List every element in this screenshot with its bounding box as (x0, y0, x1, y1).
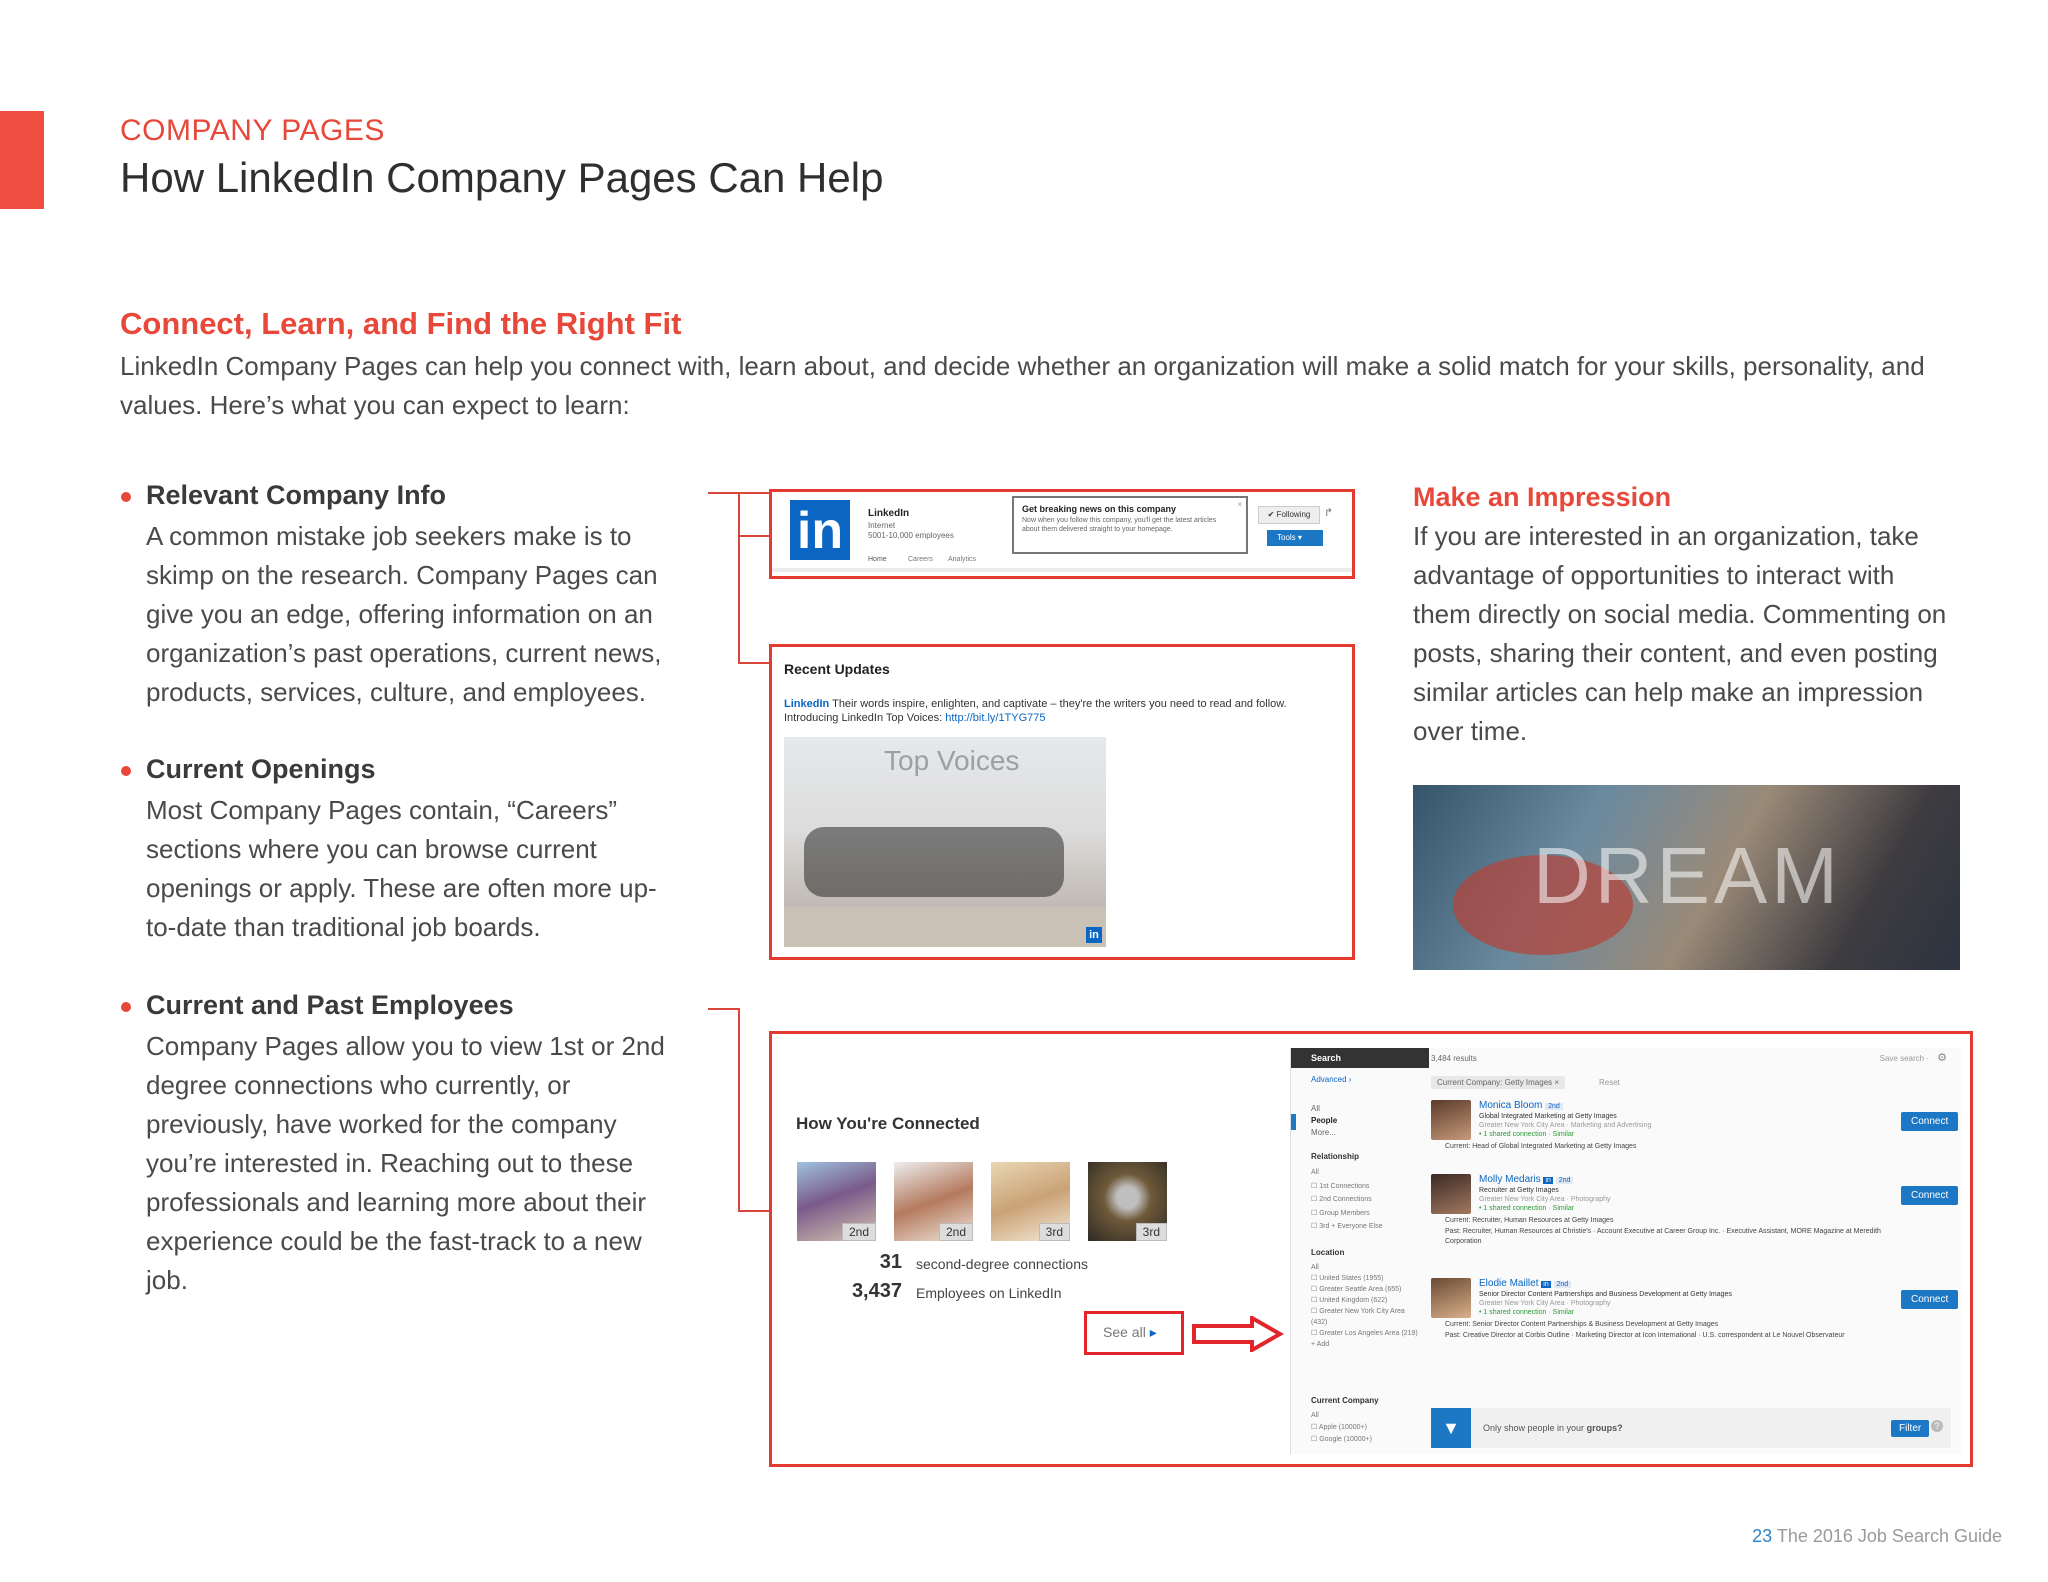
company-name: LinkedIn (868, 508, 910, 519)
person-location: Greater New York City Area · Marketing and Advertising (1479, 1122, 1652, 1129)
type-more[interactable]: More... (1311, 1128, 1336, 1137)
bullet-text-current-openings: Most Company Pages contain, “Careers” sections where you can browse current openings or apply. These are often more up-to-date than traditional job boards. (146, 795, 657, 942)
person-current: Current: Senior Director Content Partnerships & Business Development at Getty Images (1445, 1321, 1719, 1328)
company-industry: Internet (868, 521, 896, 530)
dream-word: DREAM (1533, 831, 1842, 920)
person-name[interactable]: Molly Medaris in 2nd (1479, 1174, 1573, 1185)
person-past: Past: Recruiter, Human Resources at Christie's · Account Executive at Career Group Inc. · Executive Assistant, MORE Magazine at Meredith Corporation (1445, 1228, 1881, 1245)
tab-home[interactable]: Home (868, 556, 887, 563)
bullet-title-employees: Current and Past Employees (146, 990, 514, 1020)
popup-text: Now when you follow this company, you'll get the latest articles about them delivered straight to your homepage. (1022, 517, 1217, 533)
reset-link[interactable]: Reset (1599, 1078, 1620, 1087)
bullet-icon (121, 492, 131, 502)
groups-text: Only show people in your groups? (1483, 1423, 1623, 1433)
connect-button[interactable]: Connect (1901, 1290, 1958, 1309)
gear-icon[interactable]: ⚙ (1937, 1052, 1947, 1064)
person-shared[interactable]: • 1 shared connection · Similar (1479, 1309, 1575, 1316)
avatar[interactable] (1431, 1278, 1471, 1318)
funnel-icon: ▼ (1431, 1408, 1471, 1448)
bullet-title-current-openings: Current Openings (146, 754, 376, 784)
relationship-label: Relationship (1311, 1152, 1360, 1161)
floor-shape (784, 907, 1106, 947)
second-degree-label: second-degree connections (916, 1256, 1089, 1272)
employees-label: Employees on LinkedIn (916, 1285, 1062, 1301)
post-link[interactable]: http://bit.ly/1TYG775 (945, 712, 1046, 724)
help-icon[interactable]: ? (1931, 1420, 1943, 1432)
person-headline: Global Integrated Marketing at Getty Images (1479, 1113, 1617, 1120)
page-footer (1752, 1526, 2002, 1547)
photo-caption: Top Voices (884, 745, 1020, 776)
company-list[interactable]: All ☐ Apple (10000+) ☐ Google (10000+) (1311, 1412, 1372, 1443)
person-headline: Senior Director Content Partnerships and Business Development at Getty Images (1479, 1291, 1732, 1298)
second-degree-count: 31 (879, 1251, 902, 1273)
see-all-link[interactable]: See all ▸ (1103, 1324, 1157, 1340)
caret-right-icon: ▸ (1149, 1324, 1157, 1340)
post-text: LinkedIn Their words inspire, enlighten, and captivate – they're the writers you need to read and follow. Introducing LinkedIn Top Voices: http://bit.ly/1TYG775 (784, 698, 1287, 724)
chevron-down-icon: ▾ (1297, 533, 1302, 542)
impression-heading: Make an Impression (1413, 482, 1672, 512)
results-count: 3,484 results (1431, 1054, 1477, 1063)
guide-title: The 2016 Job Search Guide (1776, 1526, 2002, 1546)
current-company-label: Current Company (1311, 1396, 1379, 1405)
tab-underline (772, 568, 1352, 572)
post-author-link[interactable]: LinkedIn (784, 698, 830, 710)
connector-line (738, 535, 770, 537)
follow-popup (1012, 496, 1248, 554)
location-label: Location (1311, 1248, 1345, 1257)
connection-photo[interactable]: 3rd (991, 1162, 1070, 1241)
red-accent-tab (0, 111, 44, 209)
person-location: Greater New York City Area · Photography (1479, 1300, 1611, 1307)
connections-screenshot (769, 1031, 1973, 1467)
bullet-title-company-info: Relevant Company Info (146, 480, 447, 510)
arrow-right-icon (1192, 1316, 1284, 1357)
person-shared[interactable]: • 1 shared connection · Similar (1479, 1205, 1575, 1212)
linkedin-small-icon: in (1545, 1177, 1551, 1184)
save-search-link[interactable]: Save search · (1879, 1054, 1929, 1063)
linkedin-small-icon: in (1543, 1281, 1549, 1288)
bullet-icon (121, 766, 131, 776)
search-tab[interactable]: Search (1291, 1048, 1429, 1068)
connector-line (708, 1008, 738, 1010)
tab-analytics[interactable]: Analytics (948, 556, 977, 563)
filter-button[interactable]: Filter (1891, 1420, 1929, 1437)
company-size: 5001-10,000 employees (868, 531, 954, 540)
advanced-search-link[interactable]: Advanced › (1311, 1075, 1352, 1084)
bullet-text-employees: Company Pages allow you to view 1st or 2nd degree connections who currently, or previously, have worked for the company you’re interested in. Reaching out to these professionals and learning more about their experience could be the fast-track to a new job. (146, 1031, 665, 1295)
page-number: 23 (1752, 1526, 1773, 1546)
bullet-icon (121, 1002, 131, 1012)
person-current: Current: Recruiter, Human Resources at Getty Images (1445, 1217, 1614, 1224)
person-name[interactable]: Elodie Maillet in 2nd (1479, 1278, 1571, 1289)
company-header-screenshot (769, 489, 1355, 579)
linkedin-badge-icon: in (1086, 927, 1102, 943)
person-location: Greater New York City Area · Photography (1479, 1196, 1611, 1203)
avatar[interactable] (1431, 1100, 1471, 1140)
tab-careers[interactable]: Careers (908, 556, 933, 563)
recent-updates-screenshot (769, 644, 1355, 960)
location-list[interactable]: All ☐ United States (1955) ☐ Greater Seattle Area (655) ☐ United Kingdom (622) ☐ Greater New York City Area (432) ☐ Greater Los Angeles Area (219) + Add (1311, 1264, 1418, 1348)
how-connected-title: How You're Connected (796, 1114, 980, 1133)
recent-updates-title: Recent Updates (784, 661, 890, 677)
popup-title: Get breaking news on this company (1022, 504, 1177, 514)
tools-button[interactable]: Tools ▾ (1267, 530, 1323, 546)
connector-line (708, 492, 738, 494)
top-voices-photo[interactable] (784, 737, 1106, 947)
connection-photo[interactable]: 2nd (894, 1162, 973, 1241)
intro-text: LinkedIn Company Pages can help you connect with, learn about, and decide whether an organization will make a solid match for your skills, personality, and values. Here’s what you can expect to learn: (120, 351, 1925, 420)
see-all-highlight (1084, 1311, 1184, 1355)
connect-button[interactable]: Connect (1901, 1186, 1958, 1205)
people-group-shape (804, 827, 1064, 897)
share-icon[interactable]: ↱ (1324, 507, 1334, 519)
groups-filter-bar (1431, 1408, 1951, 1448)
person-headline: Recruiter at Getty Images (1479, 1187, 1559, 1194)
impression-text: If you are interested in an organization, take advantage of opportunities to interact with them directly on social media. Commenting on posts, sharing their content, and even posting similar articles can help make an impression over time. (1413, 521, 1947, 746)
connector-bracket (738, 492, 772, 664)
bullet-text-company-info: A common mistake job seekers make is to skimp on the research. Company Pages can give you an edge, offering information on an organization’s past operations, current news, products, services, culture, and employees. (146, 521, 662, 707)
person-shared[interactable]: • 1 shared connection · Similar (1479, 1131, 1575, 1138)
person-name[interactable]: Monica Bloom 2nd (1479, 1100, 1563, 1111)
section-label: COMPANY PAGES (120, 114, 385, 147)
avatar[interactable] (1431, 1174, 1471, 1214)
intro-heading: Connect, Learn, and Find the Right Fit (120, 306, 682, 341)
relationship-list[interactable]: All ☐ 1st Connections ☐ 2nd Connections ☐ Group Members ☐ 3rd + Everyone Else (1311, 1169, 1383, 1230)
linkedin-logo: in (790, 500, 850, 560)
connector-bracket (738, 1008, 772, 1212)
close-icon[interactable]: × (1237, 500, 1242, 509)
connection-photo[interactable]: 3rd (1088, 1162, 1167, 1241)
person-current: Current: Head of Global Integrated Marketing at Getty Images (1445, 1143, 1637, 1150)
person-past: Past: Creative Director at Corbis Outline · Marketing Director at Icon International · U.S. correspondent at Le Nouvel Observateur (1445, 1332, 1845, 1339)
type-people[interactable]: People (1311, 1116, 1338, 1125)
dream-photo (1413, 785, 1960, 970)
current-company-facet[interactable]: Current Company: Getty Images × (1431, 1076, 1565, 1089)
connection-photo[interactable]: 2nd (797, 1162, 876, 1241)
employees-count: 3,437 (851, 1280, 902, 1302)
search-panel (1290, 1048, 1961, 1454)
type-all[interactable]: All (1311, 1104, 1320, 1113)
connect-button[interactable]: Connect (1901, 1112, 1958, 1131)
page-title: How LinkedIn Company Pages Can Help (120, 154, 884, 201)
active-indicator (1291, 1114, 1296, 1130)
following-button[interactable]: ✔ Following (1258, 506, 1320, 524)
